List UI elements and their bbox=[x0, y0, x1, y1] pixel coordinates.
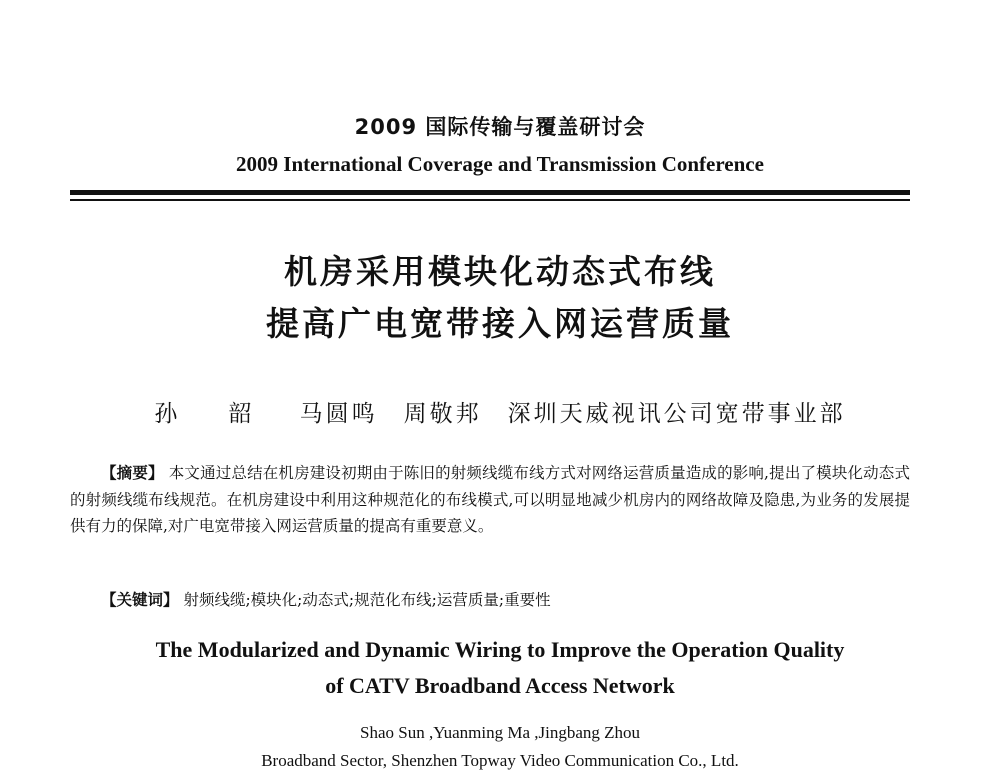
abstract-paragraph bbox=[70, 460, 910, 540]
paper-title-english-line-2: of CATV Broadband Access Network bbox=[325, 673, 675, 698]
paper-title-chinese-line-1: 机房采用模块化动态式布线 bbox=[284, 252, 716, 291]
paper-title-chinese-line-2: 提高广电宽带接入网运营质量 bbox=[266, 304, 734, 343]
author-name: 马圆鸣 bbox=[299, 401, 378, 427]
keywords-text: 射频线缆;模块化;动态式;规范化布线;运营质量;重要性 bbox=[183, 591, 551, 609]
abstract-text: 本文通过总结在机房建设初期由于陈旧的射频线缆布线方式对网络运营质量造成的影响,提出了模块化动态式的射频线缆布线规范。在机房建设中利用这种规范化的布线模式,可以明显地减少机房内的网络故障及隐患,为业务的发展提供有力的保障,对广电宽带接入网运营质量的提高有重要意义。 bbox=[70, 464, 910, 535]
keywords-line bbox=[70, 587, 910, 613]
author-line-english: Shao Sun ,Yuanming Ma ,Jingbang Zhou bbox=[359, 723, 641, 742]
author-name: 孙 韶 bbox=[154, 401, 274, 427]
paper-title-english-line-1: The Modularized and Dynamic Wiring to Improve the Operation Quality bbox=[155, 637, 845, 662]
keywords-label: 【关键词】 bbox=[101, 591, 179, 609]
author-affiliation: 深圳天威视讯公司宽带事业部 bbox=[507, 401, 846, 427]
author-name: 周敬邦 bbox=[403, 401, 482, 427]
header-rule-thick bbox=[70, 190, 910, 195]
conference-name-english: 2009 International Coverage and Transmission Conference bbox=[236, 152, 764, 176]
abstract-label: 【摘要】 bbox=[101, 464, 164, 482]
affiliation-english: Broadband Sector, Shenzhen Topway Video Communication Co., Ltd. bbox=[261, 751, 739, 770]
conference-name-chinese: 2009 国际传输与覆盖研讨会 bbox=[354, 115, 646, 139]
author-line-chinese bbox=[0, 398, 1000, 430]
header-rule-thin bbox=[70, 199, 910, 201]
